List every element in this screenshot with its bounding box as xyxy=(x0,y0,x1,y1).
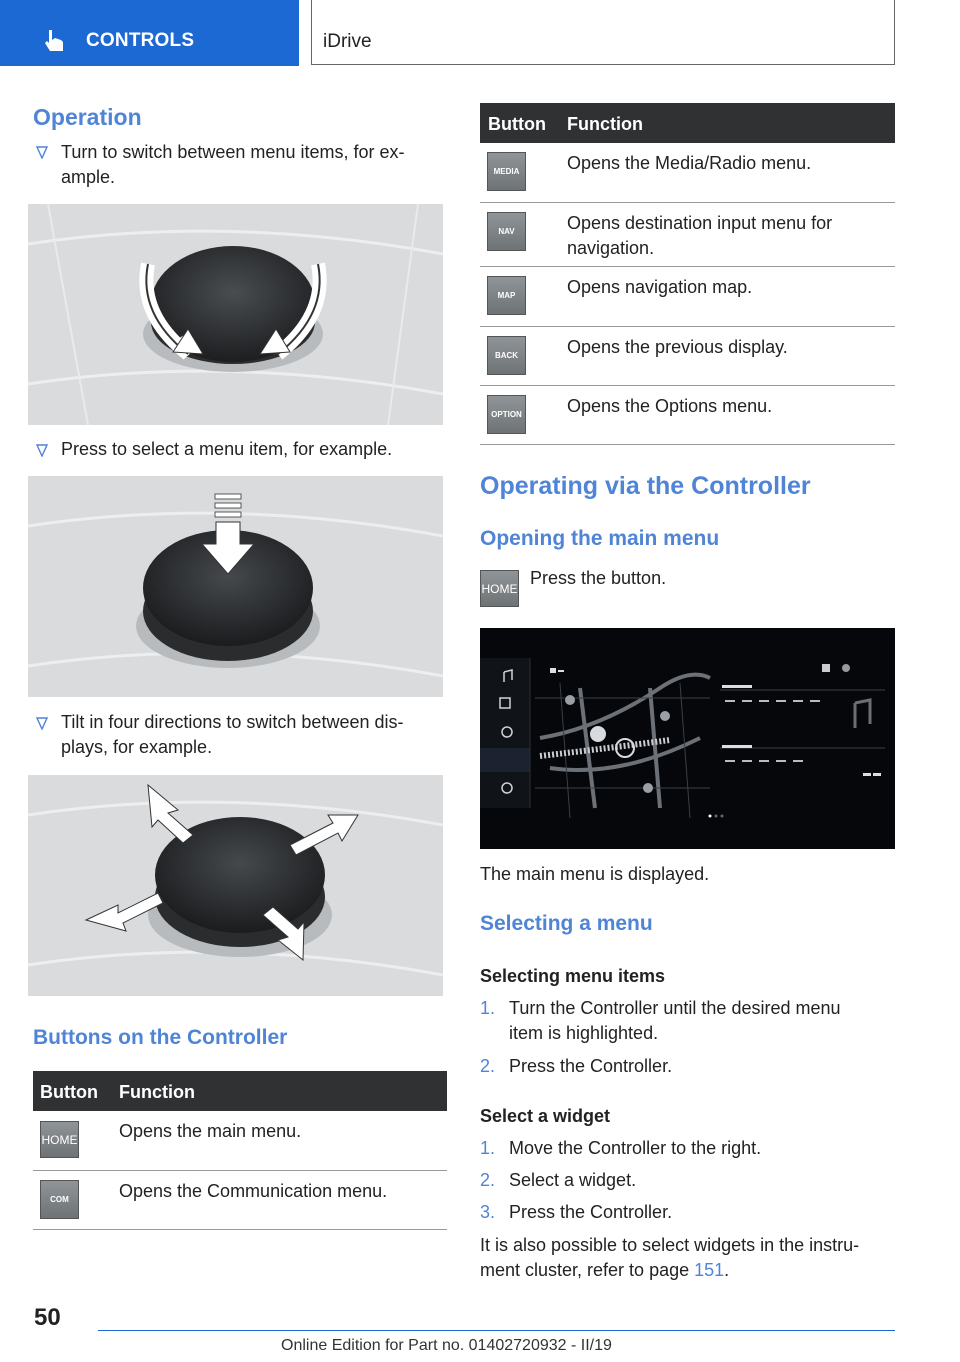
page-number: 50 xyxy=(34,1304,61,1331)
body-text-span: . xyxy=(724,1260,730,1280)
step-text: Turn the Controller until the desired menu xyxy=(509,998,841,1018)
selecting-menu-heading: Selecting a menu xyxy=(480,912,653,935)
table-cell-function: navigation. xyxy=(567,238,655,258)
table-row-divider xyxy=(480,266,895,267)
table-row-divider xyxy=(480,202,895,203)
step-text: Press the Controller. xyxy=(509,1056,673,1076)
step-number: 2. xyxy=(480,1056,496,1076)
controller-tilt-image xyxy=(28,775,443,996)
column-header-button: Button xyxy=(488,114,546,134)
step-text: Press the Controller. xyxy=(509,1202,673,1222)
header-rule xyxy=(311,64,895,65)
step-number: 3. xyxy=(480,1202,496,1222)
column-header-function: Function xyxy=(119,1082,195,1102)
table-cell-function: Opens the previous display. xyxy=(567,337,788,357)
bullet-text: Tilt in four directions to switch between dis- xyxy=(61,712,404,732)
main-menu-heading: Opening the main menu xyxy=(480,527,720,550)
home-button-icon: HOME xyxy=(480,570,519,607)
footer-rule xyxy=(98,1330,895,1331)
table-row-divider xyxy=(480,326,895,327)
home-button-icon: HOME xyxy=(40,1121,79,1158)
subheading: Selecting menu items xyxy=(480,966,666,986)
table-row-divider xyxy=(480,385,895,386)
table-row-divider xyxy=(480,444,895,445)
step-number: 1. xyxy=(480,998,496,1018)
body-text: It is also possible to select widgets in the instru- xyxy=(480,1235,860,1255)
chapter-title: iDrive xyxy=(323,31,372,52)
bullet-triangle-icon xyxy=(36,146,48,159)
header-divider xyxy=(894,0,895,64)
table-row-divider xyxy=(33,1170,447,1171)
controller-turn-image xyxy=(28,204,443,425)
column-header-function: Function xyxy=(567,114,643,134)
step-number: 2. xyxy=(480,1170,496,1190)
column-header-button: Button xyxy=(40,1082,98,1102)
com-button-icon: COM xyxy=(40,1180,79,1219)
table-header xyxy=(480,103,895,143)
subheading: Select a widget xyxy=(480,1106,611,1126)
header-divider xyxy=(311,0,312,64)
page-reference-link[interactable]: 151 xyxy=(694,1260,725,1280)
bullet-text: ample. xyxy=(61,167,116,187)
table-row-divider xyxy=(33,1229,447,1230)
operation-heading: Operation xyxy=(33,104,142,130)
bullet-text: Press to select a menu item, for example. xyxy=(61,439,393,459)
buttons-heading: Buttons on the Controller xyxy=(33,1026,288,1049)
bullet-text: plays, for example. xyxy=(61,737,213,757)
bullet-triangle-icon xyxy=(36,444,48,457)
bullet-text: Turn to switch between menu items, for ex- xyxy=(61,142,405,162)
table-cell-function: Opens destination input menu for xyxy=(567,213,833,233)
controller-press-image xyxy=(28,476,443,697)
footer-edition: Online Edition for Part no. 01402720932 - II/19 xyxy=(281,1337,612,1354)
table-cell-function: Opens the Communication menu. xyxy=(119,1181,388,1201)
section-title: CONTROLS xyxy=(86,30,195,51)
step-number: 1. xyxy=(480,1138,496,1158)
table-header xyxy=(33,1071,447,1111)
controller-heading: Operating via the Controller xyxy=(480,472,811,500)
body-text xyxy=(480,1258,729,1283)
main-menu-screenshot xyxy=(480,628,895,849)
option-button-icon: OPTION xyxy=(487,395,526,434)
section-tab xyxy=(0,0,299,66)
body-text: The main menu is displayed. xyxy=(480,864,710,884)
step-text: Move the Controller to the right. xyxy=(509,1138,762,1158)
bullet-triangle-icon xyxy=(36,717,48,730)
map-button-icon: MAP xyxy=(487,276,526,315)
media-button-icon: MEDIA xyxy=(487,152,526,191)
body-text-span: ment cluster, refer to page xyxy=(480,1260,695,1280)
table-cell-function: Opens the Options menu. xyxy=(567,396,773,416)
back-button-icon: BACK xyxy=(487,336,526,375)
nav-button-icon: NAV xyxy=(487,212,526,251)
instruction-text: Press the button. xyxy=(530,568,667,588)
step-text: Select a widget. xyxy=(509,1170,637,1190)
step-text: item is highlighted. xyxy=(509,1023,659,1043)
table-cell-function: Opens the Media/Radio menu. xyxy=(567,153,812,173)
table-cell-function: Opens the main menu. xyxy=(119,1121,302,1141)
table-cell-function: Opens navigation map. xyxy=(567,277,753,297)
hand-pointer-icon xyxy=(40,27,68,55)
